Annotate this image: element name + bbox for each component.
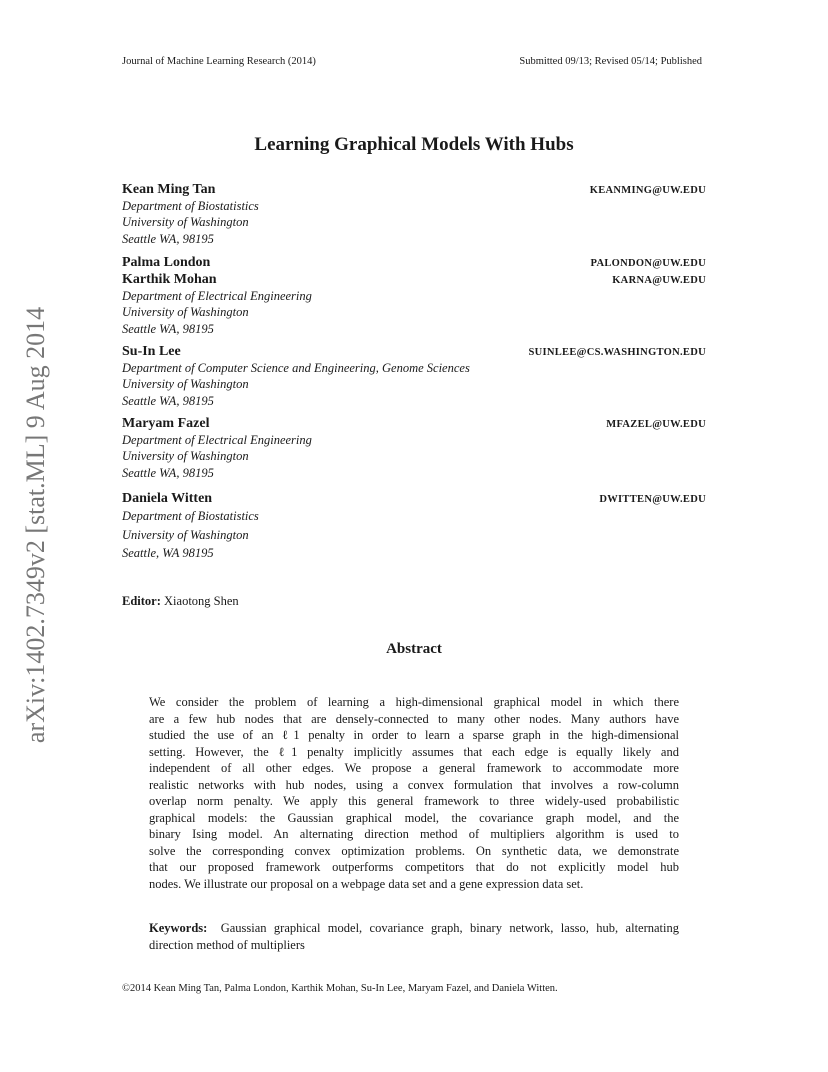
abstract-line: overlap norm penalty. We apply this general framework to three widely-used probabilistic [149,794,679,808]
author-affiliation: Department of Biostatistics [122,199,259,213]
abstract-heading: Abstract [386,641,442,657]
editor-label: Editor: [122,594,161,608]
author-affiliation: Seattle WA, 98195 [122,393,214,408]
author-row [122,254,706,271]
author-row [122,271,706,288]
abstract-body [149,694,679,892]
arxiv-stamp: arXiv:1402.7349v2 [stat.ML] 9 Aug 2014 [21,306,50,744]
author-email[interactable]: PALONDON@UW.EDU [590,258,706,269]
author-block [122,343,706,409]
author-row [122,490,706,507]
editor-name: Xiaotong Shen [164,594,239,608]
abstract-line: are a few hub nodes that are densely-connected to many other nodes. Many authors have [149,711,679,726]
author-block [122,254,706,337]
author-name: Palma London [122,255,211,270]
author-affiliation: Seattle WA, 98195 [122,465,214,480]
author-affiliation: Seattle, WA 98195 [122,546,214,560]
abstract-line: binary Ising model. An alternating direction method of multipliers algorithm is used to [149,827,679,841]
author-affiliation: University of Washington [122,527,249,542]
abstract-line: We consider the problem of learning a high-dimensional graphical model in which there [149,695,679,709]
keywords-label: Keywords: [149,921,208,935]
journal-header: Journal of Machine Learning Research (2014) [122,56,316,67]
author-name: Daniela Witten [122,491,213,506]
abstract-line: independent of all other edges. We propose a general framework to accommodate more [149,761,679,775]
author-row [122,181,706,198]
author-name: Kean Ming Tan [122,182,216,197]
author-affiliation: Seattle WA, 98195 [122,321,214,336]
copyright-notice: ©2014 Kean Ming Tan, Palma London, Karthik Mohan, Su-In Lee, Maryam Fazel, and Daniela Witten. [122,983,558,994]
author-block [122,490,706,563]
author-affiliation: University of Washington [122,377,249,392]
author-email[interactable]: SUINLEE@CS.WASHINGTON.EDU [528,347,706,358]
abstract-line: solve the corresponding convex optimization problems. On synthetic data, we demonstrate [149,843,679,858]
author-email[interactable]: DWITTEN@UW.EDU [599,494,706,505]
author-affiliation: University of Washington [122,215,249,230]
abstract-line: studied the use of an ℓ1 penalty in order to learn a sparse graph in the high-dimensional [149,728,679,742]
paper-title: Learning Graphical Models With Hubs [254,134,574,155]
author-affiliation: Department of Electrical Engineering [122,289,312,303]
author-affiliation: University of Washington [122,449,249,464]
author-affiliation: Department of Biostatistics [122,509,259,523]
author-email[interactable]: KARNA@UW.EDU [612,275,706,286]
abstract-line: graphical models: the Gaussian graphical model, the covariance graph model, and the [149,810,679,825]
abstract-line: nodes. We illustrate our proposal on a webpage data set and a gene expression data set. [149,876,584,891]
keywords [149,920,679,953]
author-row [122,343,706,360]
submission-info: Submitted 09/13; Revised 05/14; Published [519,56,702,67]
author-affiliation: Department of Computer Science and Engineering, Genome Sciences [122,361,470,375]
abstract-line: that our proposed framework outperforms competitors that do not explicitly model hub [149,860,679,874]
abstract-line: setting. However, the ℓ1 penalty implicitly assumes that each edge is equally likely and [149,744,679,759]
author-affiliation: Seattle WA, 98195 [122,231,214,246]
editor-line [122,594,239,609]
author-block [122,181,706,247]
author-block [122,415,706,481]
keywords-text: Gaussian graphical model, covariance graph, binary network, lasso, hub, alternating direction method of multipliers [149,921,679,952]
author-name: Su-In Lee [122,344,181,359]
author-affiliation: University of Washington [122,305,249,320]
author-name: Karthik Mohan [122,272,217,287]
author-email[interactable]: MFAZEL@UW.EDU [606,419,706,430]
author-name: Maryam Fazel [122,416,210,431]
author-email[interactable]: KEANMING@UW.EDU [589,185,706,196]
author-row [122,415,706,432]
abstract-line: realistic networks with hub nodes, using a convex formulation that involves a row-column [149,777,679,792]
author-affiliation: Department of Electrical Engineering [122,433,312,447]
